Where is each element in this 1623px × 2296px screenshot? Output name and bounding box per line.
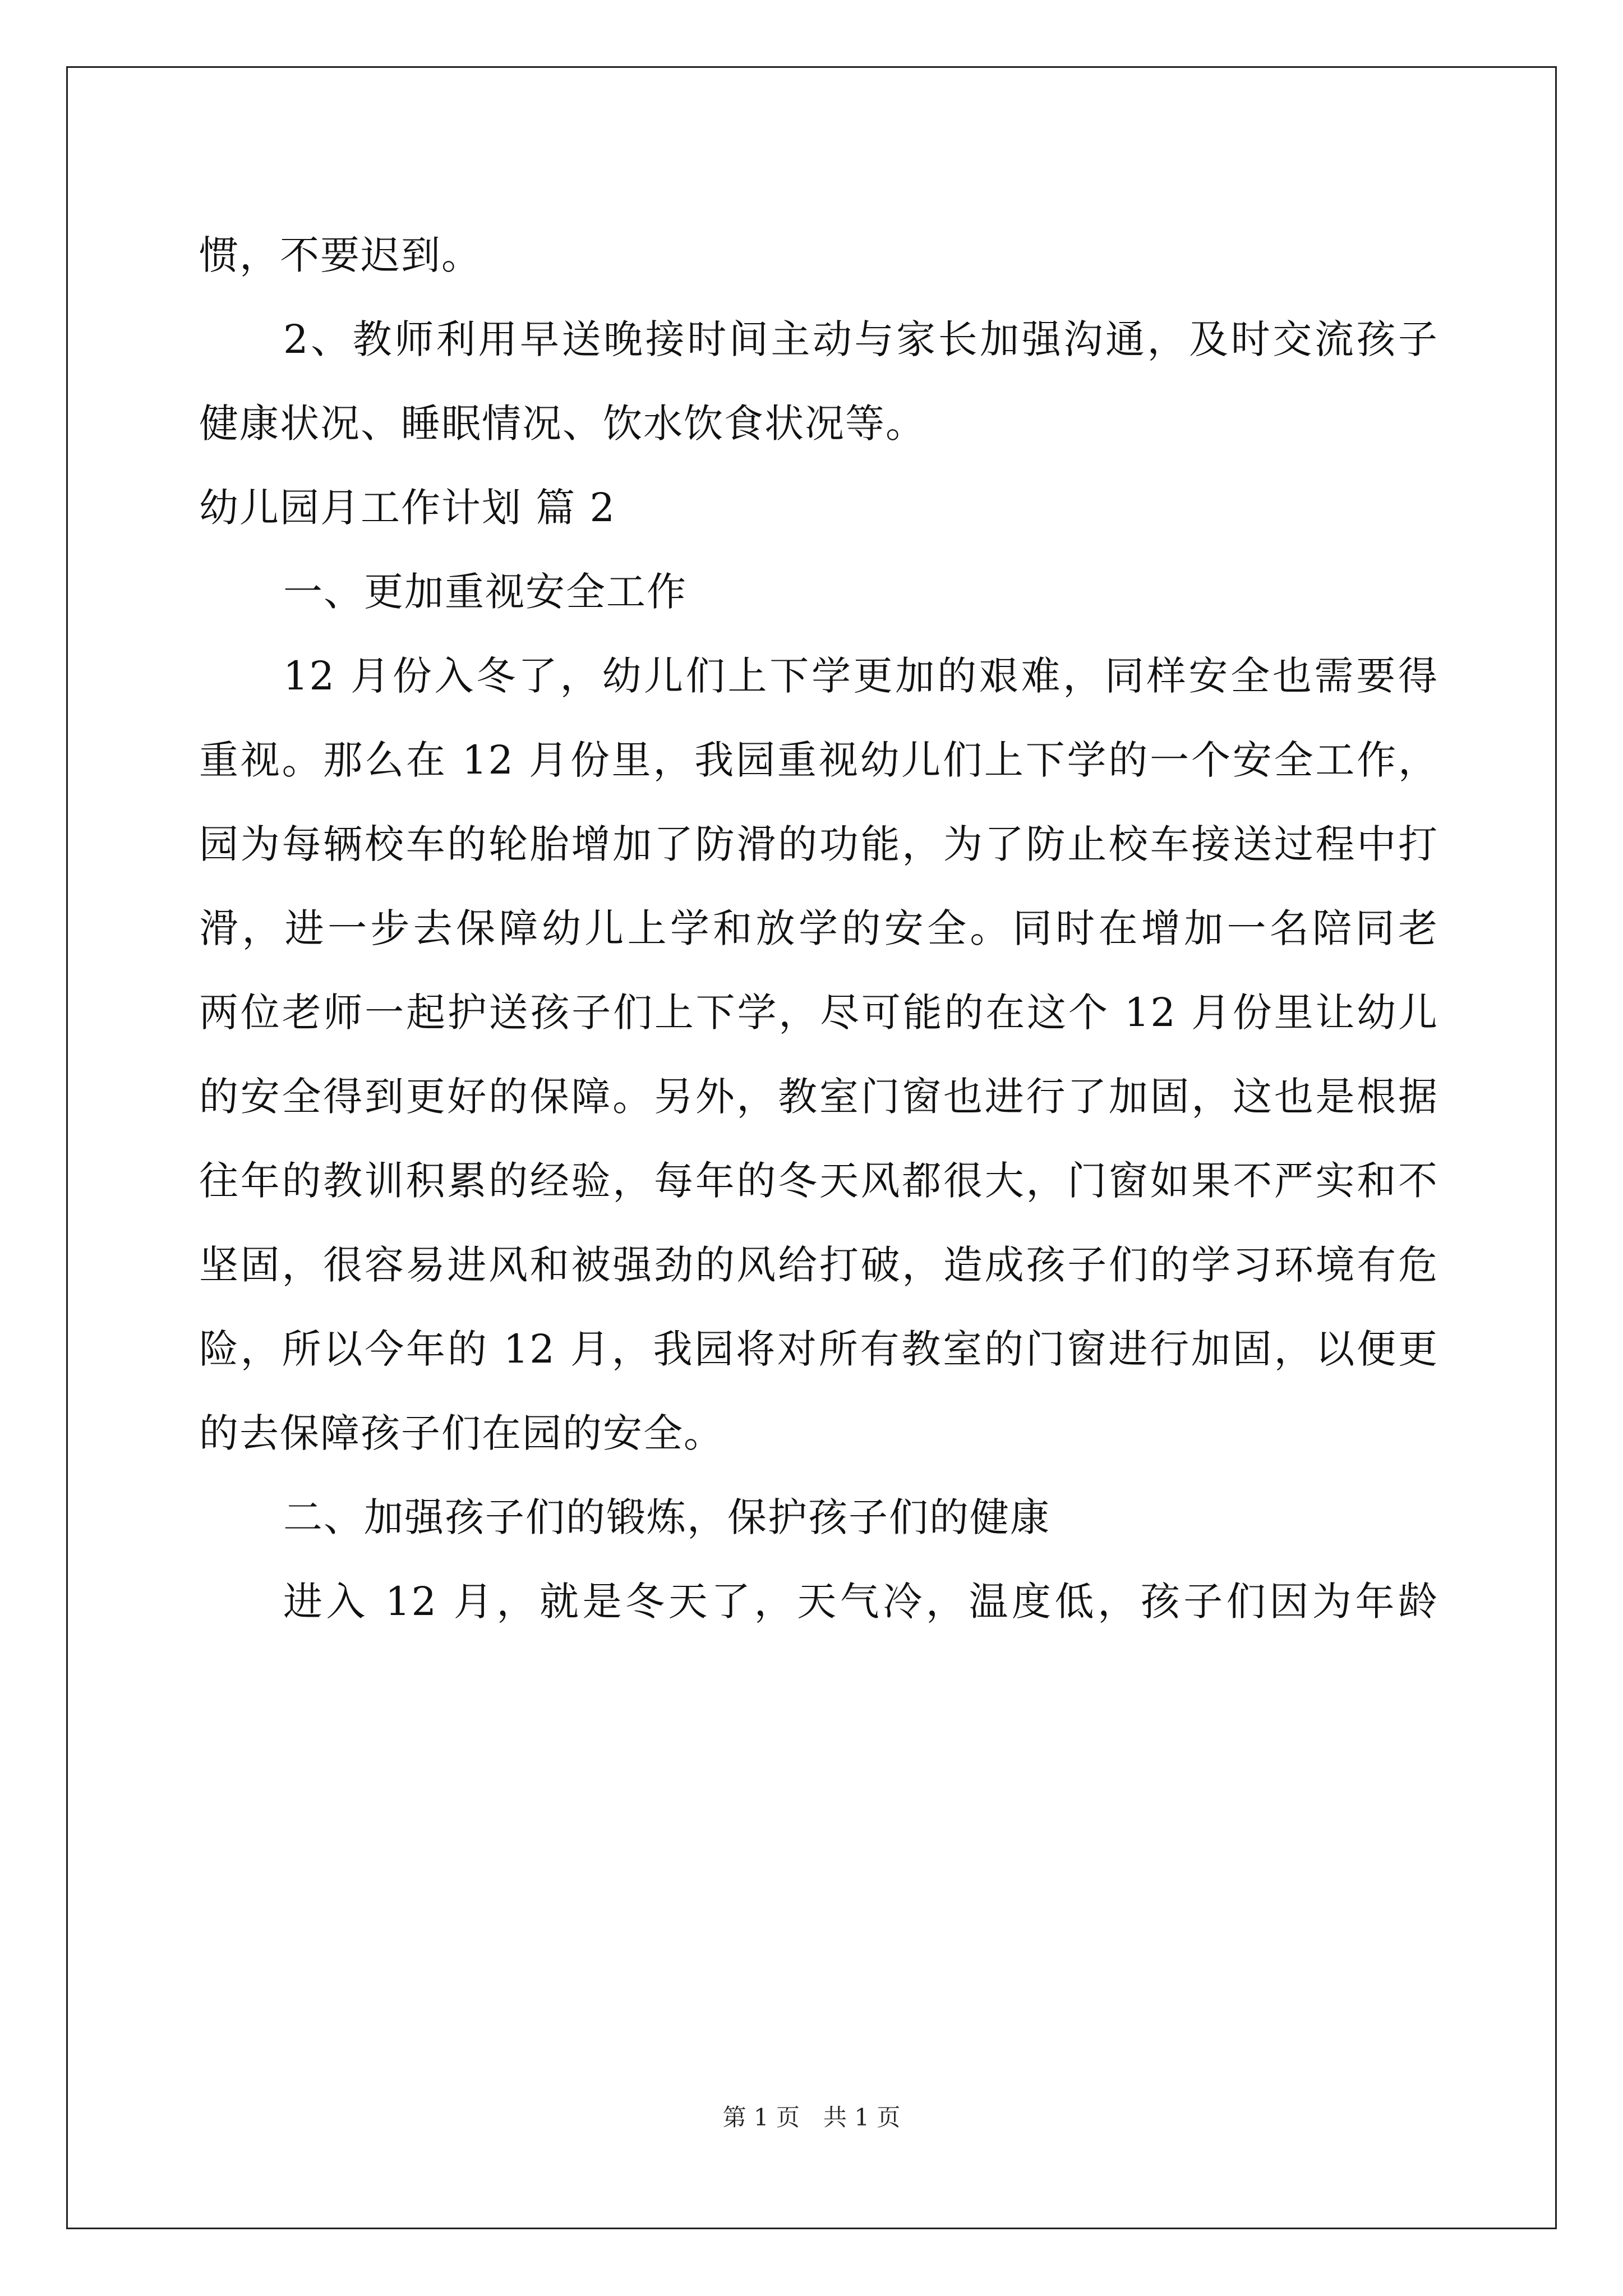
paragraph-line: 园为每辆校车的轮胎增加了防滑的功能，为了防止校车接送过程中打 (199, 821, 1438, 867)
document-body (199, 213, 1438, 1644)
paragraph-line: 险，所以今年的 12 月，我园将对所有教室的门窗进行加固，以便更 (199, 1326, 1438, 1372)
page-number-footer: 第 1 页 共 1 页 (722, 2104, 901, 2131)
paragraph-line: 2、教师利用早送晚接时间主动与家长加强沟通，及时交流孩子 (283, 316, 1438, 362)
paragraph-line: 惯，不要迟到。 (199, 232, 482, 278)
subsection-heading: 二、加强孩子们的锻炼，保护孩子们的健康 (283, 1494, 1050, 1540)
paragraph-line: 往年的教训积累的经验，每年的冬天风都很大，门窗如果不严实和不 (199, 1158, 1438, 1204)
paragraph-line: 滑，进一步去保障幼儿上学和放学的安全。同时在增加一名陪同老 (199, 905, 1438, 951)
paragraph-line: 重视。那么在 12 月份里，我园重视幼儿们上下学的一个安全工作， (199, 737, 1438, 783)
paragraph-line: 健康状况、睡眠情况、饮水饮食状况等。 (199, 401, 926, 447)
paragraph-line: 的去保障孩子们在园的安全。 (199, 1410, 724, 1456)
section-heading: 幼儿园月工作计划 篇 2 (199, 485, 616, 531)
paragraph-line: 两位老师一起护送孩子们上下学，尽可能的在这个 12 月份里让幼儿 (199, 990, 1438, 1036)
paragraph-line: 进入 12 月，就是冬天了，天气冷，温度低，孩子们因为年龄 (283, 1579, 1438, 1625)
paragraph-line: 的安全得到更好的保障。另外，教室门窗也进行了加固，这也是根据 (199, 1074, 1438, 1120)
subsection-heading: 一、更加重视安全工作 (283, 569, 687, 615)
paragraph-line: 坚固，很容易进风和被强劲的风给打破，造成孩子们的学习环境有危 (199, 1242, 1438, 1288)
paragraph-line: 12 月份入冬了，幼儿们上下学更加的艰难，同样安全也需要得 (283, 653, 1438, 699)
